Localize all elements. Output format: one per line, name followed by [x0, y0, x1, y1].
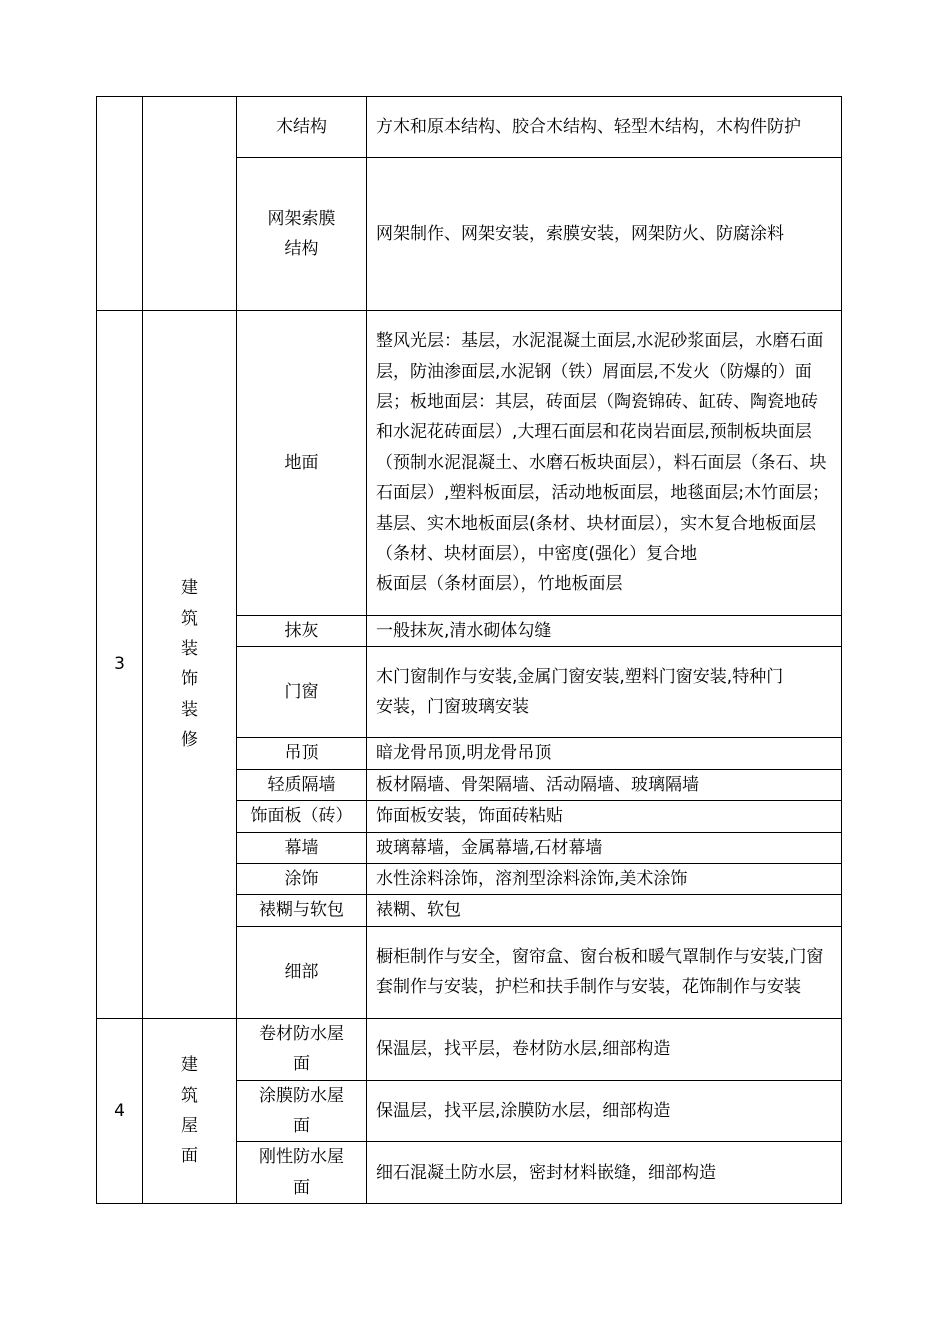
- group-category-cell: 建筑屋面: [143, 1018, 237, 1203]
- group-category-cell: [143, 97, 237, 311]
- subdivision-cell: 幕墙: [237, 832, 367, 863]
- items-cell: 饰面板安装，饰面砖粘贴: [367, 801, 842, 832]
- items-cell: 整风光层：基层，水泥混凝土面层,水泥砂浆面层，水磨石面层，防油渗面层,水泥钢（铁）屑面层,不发火（防爆的）面层；板地面层：其层，砖面层（陶瓷锦砖、缸砖、陶瓷地砖和水泥花砖面层）,大理石面层和花岗岩面层,预制板块面层（预制水泥混凝土、水磨石板块面层），料石面层（条石、块石面层）,塑料板面层，活动地板面层，地毯面层;木竹面层；基层、实木地板面层(条材、块材面层），实木复合地板面层（条材、块材面层），中密度(强化）复合地 板面层（条材面层），竹地板面层: [367, 311, 842, 616]
- subdivision-cell: 轻质隔墙: [237, 769, 367, 800]
- subdivision-cell: 裱糊与软包: [237, 895, 367, 926]
- items-cell: 网架制作、网架安装，索膜安装，网架防火、防腐涂料: [367, 158, 842, 311]
- items-cell: 保温层，找平层，卷材防水层,细部构造: [367, 1018, 842, 1080]
- subdivision-cell: 涂饰: [237, 864, 367, 895]
- items-cell: 方木和原本结构、胶合木结构、轻型木结构，木构件防护: [367, 97, 842, 158]
- group-number-cell: [97, 97, 143, 311]
- subdivision-cell: 饰面板（砖）: [237, 801, 367, 832]
- group-number-cell: 3: [97, 311, 143, 1019]
- spec-table: [96, 96, 842, 1204]
- items-cell: 裱糊、软包: [367, 895, 842, 926]
- subdivision-cell: 地面: [237, 311, 367, 616]
- items-cell: 木门窗制作与安装,金属门窗安装,塑料门窗安装,特种门 安装，门窗玻璃安装: [367, 647, 842, 738]
- table-row: [97, 97, 842, 158]
- table-row: [97, 311, 842, 616]
- subdivision-cell: 细部: [237, 926, 367, 1018]
- table-row: [97, 1018, 842, 1080]
- items-cell: 水性涂料涂饰，溶剂型涂料涂饰,美术涂饰: [367, 864, 842, 895]
- items-cell: 暗龙骨吊顶,明龙骨吊顶: [367, 738, 842, 769]
- subdivision-cell: 涂膜防水屋面: [237, 1080, 367, 1142]
- items-cell: 玻璃幕墙，金属幕墙,石材幕墙: [367, 832, 842, 863]
- group-category-cell: 建筑装饰装修: [143, 311, 237, 1019]
- subdivision-cell: 刚性防水屋面: [237, 1142, 367, 1204]
- items-cell: 细石混凝土防水层，密封材料嵌缝，细部构造: [367, 1142, 842, 1204]
- subdivision-cell: 抹灰: [237, 616, 367, 647]
- items-cell: 保温层，找平层,涂膜防水层，细部构造: [367, 1080, 842, 1142]
- subdivision-cell: 木结构: [237, 97, 367, 158]
- subdivision-cell: 网架索膜结构: [237, 158, 367, 311]
- items-cell: 一般抹灰,清水砌体勾缝: [367, 616, 842, 647]
- subdivision-cell: 门窗: [237, 647, 367, 738]
- group-number-cell: 4: [97, 1018, 143, 1203]
- items-cell: 板材隔墙、骨架隔墙、活动隔墙、玻璃隔墙: [367, 769, 842, 800]
- items-cell: 橱柜制作与安全，窗帘盒、窗台板和暖气罩制作与安装,门窗套制作与安装，护栏和扶手制作与安装，花饰制作与安装: [367, 926, 842, 1018]
- subdivision-cell: 卷材防水屋面: [237, 1018, 367, 1080]
- subdivision-cell: 吊顶: [237, 738, 367, 769]
